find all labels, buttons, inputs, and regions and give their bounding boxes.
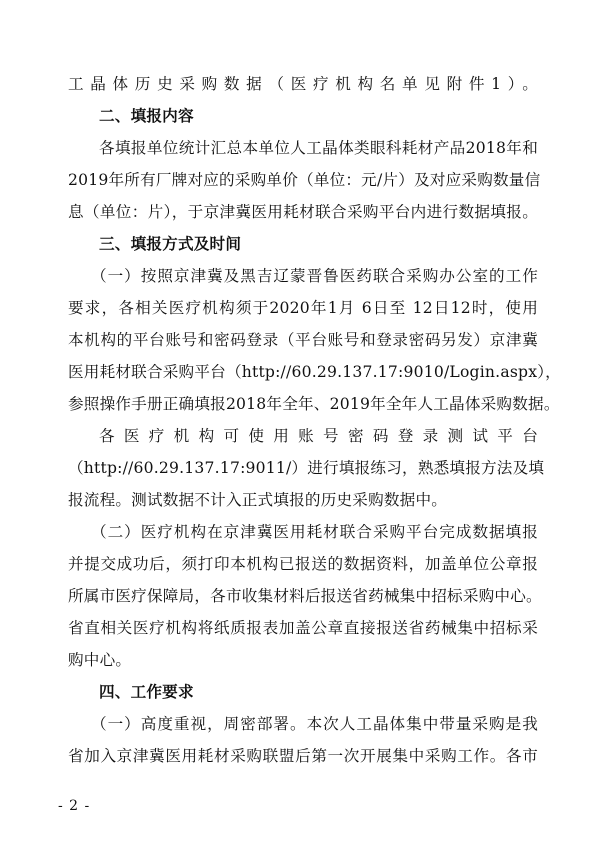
body-line-url: （http://60.29.137.17:9011/）进行填报练习，熟悉填报方法及填 (68, 459, 545, 477)
body-line: （二）医疗机构在京津冀医用耗材联合采购平台完成数据填报 (91, 523, 538, 541)
body-line: 省直相关医疗机构将纸质报表加盖公章直接报送省药械集中招标采 (68, 619, 538, 637)
body-line: （一）按照京津冀及黑吉辽蒙晋鲁医药联合采购办公室的工作 (91, 267, 538, 285)
body-line: 各填报单位统计汇总本单位人工晶体类眼科耗材产品2018年和 (99, 139, 538, 157)
body-line: 要求，各相关医疗机构须于2020年1月 6日至 12日12时，使用 (68, 299, 538, 317)
body-line: 2019年所有厂牌对应的采购单价（单位：元/片）及对应采购数量信 (68, 171, 541, 189)
body-line: 本机构的平台账号和密码登录（平台账号和登录密码另发）京津冀 (68, 331, 538, 349)
body-line: 报流程。测试数据不计入正式填报的历史采购数据中。 (68, 491, 448, 509)
body-line: 息（单位：片），于京津冀医用耗材联合采购平台内进行数据填报。 (68, 203, 538, 221)
section-heading-method-time: 三、填报方式及时间 (99, 235, 242, 253)
body-line: 并提交成功后，须打印本机构已报送的数据资料，加盖单位公章报 (68, 555, 538, 573)
section-heading-content: 二、填报内容 (99, 107, 194, 125)
body-line: 工晶体历史采购数据（医疗机构名单见附件1）。 (68, 75, 538, 93)
body-line: 购中心。 (68, 651, 132, 669)
body-line: 各医疗机构可使用账号密码登录测试平台 (99, 427, 538, 445)
body-line-url: 医用耗材联合采购平台（http://60.29.137.17:9010/Login.aspx）， (68, 363, 561, 381)
body-line: （一）高度重视，周密部署。本次人工晶体集中带量采购是我 (91, 715, 538, 733)
body-line: 所属市医疗保障局，各市收集材料后报送省药械集中招标采购中心。 (68, 587, 542, 605)
section-heading-requirements: 四、工作要求 (99, 683, 194, 701)
body-line: 参照操作手册正确填报2018年全年、2019年全年人工晶体采购数据。 (68, 395, 560, 413)
page-number: - 2 - (58, 798, 91, 814)
body-line: 省加入京津冀医用耗材采购联盟后第一次开展集中采购工作。各市 (68, 747, 538, 765)
